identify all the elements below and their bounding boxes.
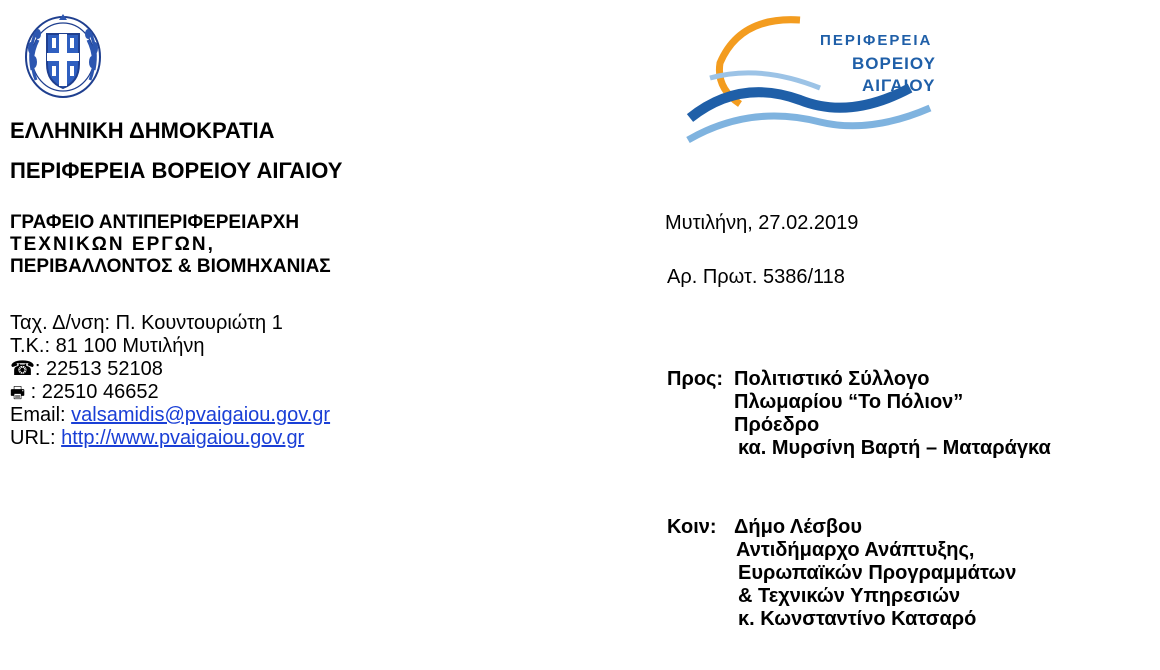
document-date: Μυτιλήνη, 27.02.2019 (665, 212, 859, 234)
email-line (10, 404, 330, 426)
recipient-line-2: Πλωμαρίου “Το Πόλιον” (734, 391, 964, 413)
region-title: ΠΕΡΙΦΕΡΕΙΑ ΒΟΡΕΙΟΥ ΑΙΓΑΙΟΥ (10, 158, 343, 183)
logo-line-3: ΑΙΓΑΙΟΥ (862, 76, 936, 95)
recipient-label: Προς: (667, 368, 724, 390)
cc-line-4: & Τεχνικών Υπηρεσιών (738, 585, 961, 607)
office-title-2: ΤΕΧΝΙΚΩΝ ΕΡΓΩΝ, (10, 234, 215, 255)
address-line: Ταχ. Δ/νση: Π. Κουντουριώτη 1 (10, 312, 283, 334)
url-line (10, 427, 304, 449)
region-logo (680, 8, 980, 148)
cc-line-5: κ. Κωνσταντίνο Κατσαρό (738, 608, 977, 630)
recipient-line-1: Πολιτιστικό Σύλλογο (734, 368, 930, 390)
fax-number: : 22510 46652 (25, 381, 159, 403)
cc-line-2: Αντιδήμαρχο Ανάπτυξης, (736, 539, 975, 561)
cc-line-3: Ευρωπαϊκών Προγραμμάτων (738, 562, 1017, 584)
recipient-line-3: Πρόεδρο (734, 414, 820, 436)
cc-line-1: Δήμο Λέσβου (734, 516, 862, 538)
recipient-line-4: κα. Μυρσίνη Βαρτή – Ματαράγκα (738, 437, 1051, 459)
postcode-line: Τ.Κ.: 81 100 Μυτιλήνη (10, 335, 205, 357)
office-title-3: ΠΕΡΙΒΑΛΛΟΝΤΟΣ & ΒΙΟΜΗΧΑΝΙΑΣ (10, 256, 331, 277)
phone-icon: ☎ (10, 358, 35, 380)
cc-label: Κοιν: (667, 516, 717, 538)
phone-line (10, 358, 163, 380)
email-link[interactable]: valsamidis@pvaigaiou.gov.gr (71, 404, 331, 426)
phone-number: : 22513 52108 (34, 358, 163, 380)
url-label: URL: (10, 427, 62, 449)
greek-emblem-icon (22, 10, 104, 102)
logo-line-1: ΠΕΡΙΦΕΡΕΙΑ (820, 32, 933, 49)
fax-line (10, 381, 159, 405)
fax-icon: 🖶 (10, 385, 26, 402)
office-title-1: ΓΡΑΦΕΙΟ ΑΝΤΙΠΕΡΙΦΕΡΕΙΑΡΧΗ (10, 212, 300, 233)
email-label: Email: (10, 404, 72, 426)
logo-line-2: ΒΟΡΕΙΟΥ (852, 54, 936, 73)
country-title: ΕΛΛΗΝΙΚΗ ΔΗΜΟΚΡΑΤΙΑ (10, 118, 275, 143)
protocol-number: Αρ. Πρωτ. 5386/118 (667, 266, 845, 288)
url-link[interactable]: http://www.pvaigaiou.gov.gr (61, 427, 305, 449)
